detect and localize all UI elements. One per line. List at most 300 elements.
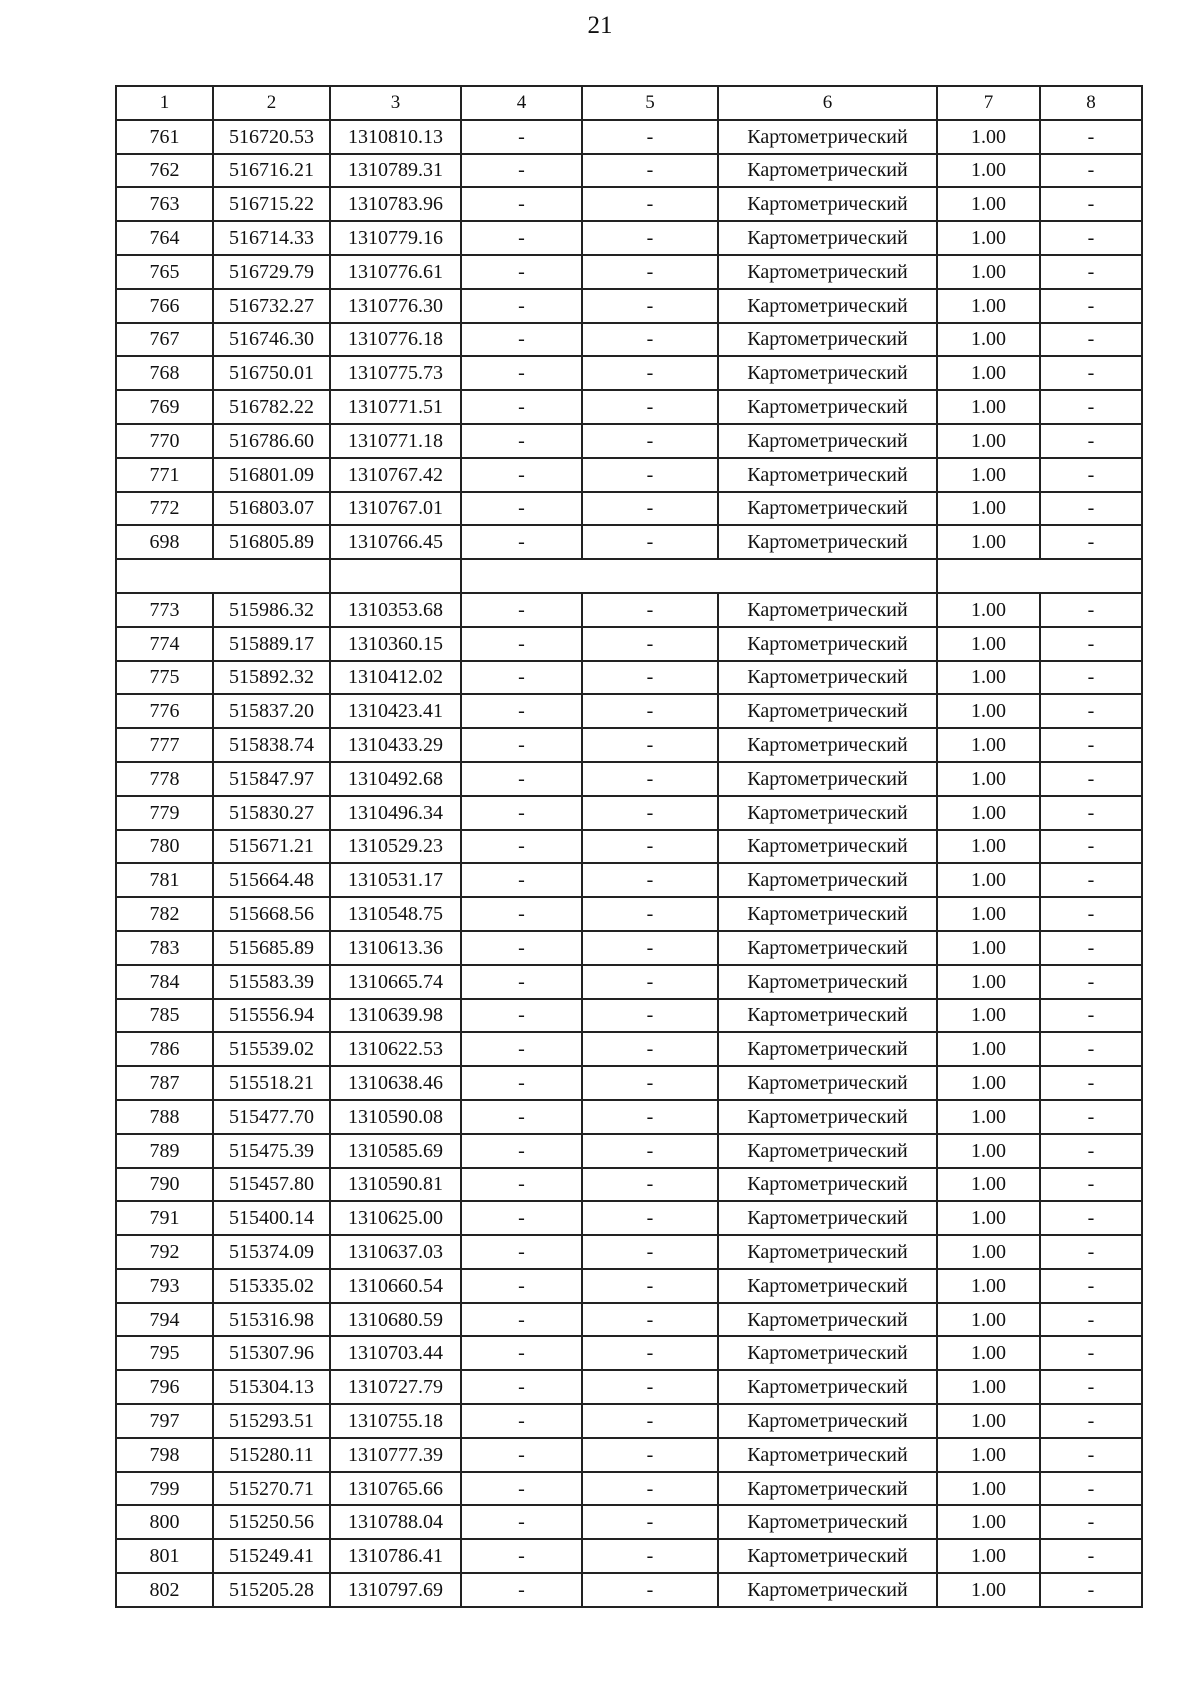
table-cell: - — [582, 1505, 718, 1539]
table-cell: Картометрический — [718, 1168, 937, 1202]
table-cell: 515685.89 — [213, 931, 330, 965]
table-cell: - — [461, 1505, 582, 1539]
table-cell: Картометрический — [718, 1303, 937, 1337]
table-cell: - — [461, 1539, 582, 1573]
table-cell: - — [461, 1032, 582, 1066]
table-cell: - — [1040, 931, 1142, 965]
table-cell: - — [461, 1370, 582, 1404]
table-cell: 763 — [116, 187, 213, 221]
table-cell: - — [461, 593, 582, 627]
table-cell: 1310590.81 — [330, 1168, 461, 1202]
table-cell: 1.00 — [937, 897, 1040, 931]
table-cell: - — [1040, 1336, 1142, 1370]
table-cell: - — [1040, 1201, 1142, 1235]
table-cell: 771 — [116, 458, 213, 492]
table-cell: 1310529.23 — [330, 830, 461, 864]
table-row — [116, 1269, 1142, 1303]
table-cell: - — [582, 1370, 718, 1404]
table-row — [116, 965, 1142, 999]
table-cell: 761 — [116, 120, 213, 154]
table-cell: - — [582, 390, 718, 424]
table-cell: 516732.27 — [213, 289, 330, 323]
table-row — [116, 1168, 1142, 1202]
column-header: 5 — [582, 86, 718, 120]
table-cell: - — [1040, 1370, 1142, 1404]
table-cell: - — [582, 965, 718, 999]
table-cell: Картометрический — [718, 154, 937, 188]
table-cell: - — [582, 255, 718, 289]
table-row — [116, 897, 1142, 931]
table-cell: - — [582, 356, 718, 390]
table-cell: 784 — [116, 965, 213, 999]
table-cell: 515539.02 — [213, 1032, 330, 1066]
table-cell: 1.00 — [937, 863, 1040, 897]
blank-cell — [116, 559, 330, 593]
table-cell: Картометрический — [718, 1370, 937, 1404]
table-cell: - — [1040, 390, 1142, 424]
table-cell: 1.00 — [937, 1539, 1040, 1573]
table-cell: 774 — [116, 627, 213, 661]
table-cell: 516729.79 — [213, 255, 330, 289]
table-cell: 515280.11 — [213, 1438, 330, 1472]
table-cell: 1310766.45 — [330, 525, 461, 559]
table-cell: Картометрический — [718, 863, 937, 897]
table-cell: 764 — [116, 221, 213, 255]
table-cell: - — [582, 863, 718, 897]
table-row — [116, 1066, 1142, 1100]
table-row — [116, 1573, 1142, 1607]
table-cell: 1.00 — [937, 458, 1040, 492]
table-row — [116, 390, 1142, 424]
table-header-row — [116, 86, 1142, 120]
table-cell: 515304.13 — [213, 1370, 330, 1404]
table-cell: - — [461, 796, 582, 830]
table-row — [116, 1370, 1142, 1404]
blank-cell — [461, 559, 937, 593]
table-cell: 792 — [116, 1235, 213, 1269]
table-cell: 788 — [116, 1100, 213, 1134]
table-row — [116, 796, 1142, 830]
table-cell: - — [1040, 965, 1142, 999]
table-cell: 1310776.61 — [330, 255, 461, 289]
table-cell: Картометрический — [718, 830, 937, 864]
table-cell: - — [461, 492, 582, 526]
table-cell: - — [1040, 1303, 1142, 1337]
table-cell: 516746.30 — [213, 323, 330, 357]
table-cell: - — [461, 356, 582, 390]
table-cell: - — [1040, 1438, 1142, 1472]
table-cell: - — [1040, 1505, 1142, 1539]
table-cell: Картометрический — [718, 458, 937, 492]
table-cell: 1.00 — [937, 762, 1040, 796]
table-cell: 1.00 — [937, 255, 1040, 289]
table-cell: - — [1040, 120, 1142, 154]
table-cell: - — [582, 120, 718, 154]
table-cell: - — [582, 323, 718, 357]
table-cell: 1.00 — [937, 627, 1040, 661]
table-cell: - — [582, 1032, 718, 1066]
table-cell: - — [1040, 424, 1142, 458]
table-cell: - — [1040, 897, 1142, 931]
table-row — [116, 221, 1142, 255]
table-row — [116, 154, 1142, 188]
table-cell: 772 — [116, 492, 213, 526]
table-cell: 797 — [116, 1404, 213, 1438]
table-row — [116, 356, 1142, 390]
table-row — [116, 187, 1142, 221]
table-cell: 1310680.59 — [330, 1303, 461, 1337]
table-cell: - — [461, 323, 582, 357]
table-cell: 1.00 — [937, 390, 1040, 424]
table-cell: - — [582, 187, 718, 221]
table-cell: Картометрический — [718, 1573, 937, 1607]
table-cell: 515335.02 — [213, 1269, 330, 1303]
table-cell: - — [461, 1438, 582, 1472]
table-cell: 1.00 — [937, 1269, 1040, 1303]
table-cell: 1310639.98 — [330, 999, 461, 1033]
table-cell: 800 — [116, 1505, 213, 1539]
table-cell: - — [1040, 1539, 1142, 1573]
table-cell: - — [582, 627, 718, 661]
table-cell: 515250.56 — [213, 1505, 330, 1539]
table-cell: 1.00 — [937, 120, 1040, 154]
table-cell: Картометрический — [718, 1201, 937, 1235]
table-cell: 1310433.29 — [330, 728, 461, 762]
table-cell: - — [461, 1472, 582, 1506]
table-cell: 762 — [116, 154, 213, 188]
table-cell: 1.00 — [937, 1066, 1040, 1100]
table-cell: 515316.98 — [213, 1303, 330, 1337]
table-cell: 1.00 — [937, 830, 1040, 864]
table-cell: 1310767.01 — [330, 492, 461, 526]
table-cell: 1310755.18 — [330, 1404, 461, 1438]
table-cell: 1.00 — [937, 728, 1040, 762]
table-cell: 1310412.02 — [330, 661, 461, 695]
table-cell: 1.00 — [937, 1573, 1040, 1607]
table-cell: Картометрический — [718, 289, 937, 323]
table-cell: - — [582, 1404, 718, 1438]
table-cell: 1.00 — [937, 1201, 1040, 1235]
table-cell: Картометрический — [718, 1269, 937, 1303]
table-cell: 1.00 — [937, 1303, 1040, 1337]
table-cell: - — [582, 1303, 718, 1337]
table-cell: 798 — [116, 1438, 213, 1472]
column-header: 7 — [937, 86, 1040, 120]
table-cell: - — [461, 1100, 582, 1134]
table-cell: 1310423.41 — [330, 694, 461, 728]
table-cell: Картометрический — [718, 1404, 937, 1438]
table-cell: - — [1040, 1134, 1142, 1168]
table-cell: - — [461, 897, 582, 931]
table-cell: - — [461, 525, 582, 559]
table-row — [116, 931, 1142, 965]
table-cell: 1310665.74 — [330, 965, 461, 999]
table-cell: 791 — [116, 1201, 213, 1235]
table-cell: - — [461, 1134, 582, 1168]
table-cell: 796 — [116, 1370, 213, 1404]
table-cell: - — [461, 694, 582, 728]
table-cell: 515838.74 — [213, 728, 330, 762]
table-cell: 515671.21 — [213, 830, 330, 864]
table-row — [116, 1032, 1142, 1066]
table-cell: 515892.32 — [213, 661, 330, 695]
table-cell: 776 — [116, 694, 213, 728]
table-cell: 516801.09 — [213, 458, 330, 492]
table-cell: - — [582, 661, 718, 695]
table-cell: 1.00 — [937, 965, 1040, 999]
table-cell: - — [582, 458, 718, 492]
table-cell: 515400.14 — [213, 1201, 330, 1235]
table-cell: - — [461, 458, 582, 492]
table-row — [116, 492, 1142, 526]
table-cell: - — [1040, 728, 1142, 762]
table-cell: Картометрический — [718, 1134, 937, 1168]
table-cell: Картометрический — [718, 1505, 937, 1539]
table-cell: - — [461, 187, 582, 221]
table-row — [116, 458, 1142, 492]
table-cell: - — [1040, 593, 1142, 627]
table-cell: 787 — [116, 1066, 213, 1100]
table-cell: 1.00 — [937, 593, 1040, 627]
table-cell: 516803.07 — [213, 492, 330, 526]
table-cell: - — [1040, 863, 1142, 897]
table-cell: - — [1040, 458, 1142, 492]
table-cell: - — [582, 221, 718, 255]
table-cell: Картометрический — [718, 390, 937, 424]
table-cell: - — [1040, 1235, 1142, 1269]
table-cell: Картометрический — [718, 661, 937, 695]
table-row — [116, 999, 1142, 1033]
table-cell: 775 — [116, 661, 213, 695]
column-header: 4 — [461, 86, 582, 120]
table-cell: 1310797.69 — [330, 1573, 461, 1607]
table-cell: 1310783.96 — [330, 187, 461, 221]
table-cell: - — [1040, 289, 1142, 323]
table-cell: 516716.21 — [213, 154, 330, 188]
table-cell: 1310775.73 — [330, 356, 461, 390]
column-header: 6 — [718, 86, 937, 120]
table-cell: 801 — [116, 1539, 213, 1573]
table-cell: - — [461, 1269, 582, 1303]
table-cell: - — [582, 931, 718, 965]
table-cell: Картометрический — [718, 965, 937, 999]
column-header: 1 — [116, 86, 213, 120]
table-cell: 1.00 — [937, 356, 1040, 390]
table-cell: 516786.60 — [213, 424, 330, 458]
table-cell: Картометрический — [718, 1539, 937, 1573]
table-cell: Картометрический — [718, 694, 937, 728]
table-cell: 1.00 — [937, 323, 1040, 357]
table-cell: 789 — [116, 1134, 213, 1168]
table-row — [116, 830, 1142, 864]
table-row — [116, 593, 1142, 627]
table-cell: - — [1040, 1472, 1142, 1506]
table-cell: 1.00 — [937, 661, 1040, 695]
table-cell: - — [1040, 796, 1142, 830]
table-cell: - — [582, 1100, 718, 1134]
table-row — [116, 289, 1142, 323]
table-row — [116, 863, 1142, 897]
table-cell: 515518.21 — [213, 1066, 330, 1100]
table-cell: 515293.51 — [213, 1404, 330, 1438]
table-cell: 516805.89 — [213, 525, 330, 559]
table-row — [116, 120, 1142, 154]
table-cell: Картометрический — [718, 1336, 937, 1370]
table-cell: 515249.41 — [213, 1539, 330, 1573]
table-cell: 778 — [116, 762, 213, 796]
table-cell: 515583.39 — [213, 965, 330, 999]
blank-row — [116, 559, 1142, 593]
table-cell: 516720.53 — [213, 120, 330, 154]
table-cell: 515668.56 — [213, 897, 330, 931]
table-cell: 780 — [116, 830, 213, 864]
table-cell: 1.00 — [937, 1505, 1040, 1539]
table-cell: 1.00 — [937, 1404, 1040, 1438]
table-cell: - — [461, 661, 582, 695]
table-separator — [116, 559, 1142, 593]
table-cell: - — [582, 1201, 718, 1235]
table-cell: 1.00 — [937, 1032, 1040, 1066]
table-cell: 1310492.68 — [330, 762, 461, 796]
table-cell: - — [461, 627, 582, 661]
table-cell: 1310548.75 — [330, 897, 461, 931]
table-cell: - — [582, 424, 718, 458]
table-cell: 1310613.36 — [330, 931, 461, 965]
table-row — [116, 1336, 1142, 1370]
table-cell: - — [461, 965, 582, 999]
table-row — [116, 424, 1142, 458]
table-cell: Картометрический — [718, 796, 937, 830]
table-cell: - — [582, 1269, 718, 1303]
table-cell: 1.00 — [937, 492, 1040, 526]
table-cell: - — [582, 1168, 718, 1202]
table-cell: - — [1040, 1269, 1142, 1303]
table-row — [116, 1201, 1142, 1235]
table-cell: - — [582, 1134, 718, 1168]
table-cell: 515986.32 — [213, 593, 330, 627]
table-cell: - — [582, 762, 718, 796]
table-cell: 1310622.53 — [330, 1032, 461, 1066]
table-cell: 1310360.15 — [330, 627, 461, 661]
table-cell: 799 — [116, 1472, 213, 1506]
table-cell: 790 — [116, 1168, 213, 1202]
table-cell: - — [582, 694, 718, 728]
table-cell: - — [582, 1539, 718, 1573]
table-body-second-contour — [116, 593, 1142, 1607]
table-cell: 1310765.66 — [330, 1472, 461, 1506]
table-cell: - — [461, 1573, 582, 1607]
table-cell: 515477.70 — [213, 1100, 330, 1134]
table-cell: Картометрический — [718, 492, 937, 526]
table-cell: Картометрический — [718, 762, 937, 796]
table-cell: - — [461, 1168, 582, 1202]
table-cell: 766 — [116, 289, 213, 323]
table-cell: 1310625.00 — [330, 1201, 461, 1235]
table-row — [116, 728, 1142, 762]
table-cell: 795 — [116, 1336, 213, 1370]
table-cell: - — [582, 289, 718, 323]
table-cell: 515205.28 — [213, 1573, 330, 1607]
table-row — [116, 627, 1142, 661]
table-cell: - — [1040, 1404, 1142, 1438]
table-cell: 1310779.16 — [330, 221, 461, 255]
table-cell: - — [582, 525, 718, 559]
table-cell: - — [461, 424, 582, 458]
table-cell: Картометрический — [718, 255, 937, 289]
column-header: 3 — [330, 86, 461, 120]
table-cell: - — [582, 1573, 718, 1607]
table-cell: 1310810.13 — [330, 120, 461, 154]
table-row — [116, 1404, 1142, 1438]
table-cell: Картометрический — [718, 1438, 937, 1472]
coordinates-table — [115, 85, 1143, 1608]
table-cell: 515556.94 — [213, 999, 330, 1033]
table-cell: - — [582, 999, 718, 1033]
table-cell: Картометрический — [718, 931, 937, 965]
table-cell: 1310777.39 — [330, 1438, 461, 1472]
table-row — [116, 255, 1142, 289]
table-cell: Картометрический — [718, 120, 937, 154]
table-cell: 1310727.79 — [330, 1370, 461, 1404]
table-cell: Картометрический — [718, 1032, 937, 1066]
table-cell: - — [1040, 356, 1142, 390]
table-cell: - — [582, 897, 718, 931]
table-cell: 698 — [116, 525, 213, 559]
table-cell: - — [461, 1066, 582, 1100]
table-cell: 1.00 — [937, 525, 1040, 559]
table-cell: Картометрический — [718, 323, 937, 357]
table-cell: 1.00 — [937, 1438, 1040, 1472]
table-cell: 1.00 — [937, 1336, 1040, 1370]
table-cell: 767 — [116, 323, 213, 357]
table-cell: 1.00 — [937, 289, 1040, 323]
table-cell: 1.00 — [937, 154, 1040, 188]
table-cell: - — [1040, 1168, 1142, 1202]
table-cell: 793 — [116, 1269, 213, 1303]
table-cell: 783 — [116, 931, 213, 965]
table-cell: Картометрический — [718, 728, 937, 762]
table-row — [116, 1134, 1142, 1168]
table-cell: - — [1040, 154, 1142, 188]
table-cell: Картометрический — [718, 897, 937, 931]
table-row — [116, 323, 1142, 357]
table-cell: 515270.71 — [213, 1472, 330, 1506]
table-cell: 515889.17 — [213, 627, 330, 661]
table-cell: 516750.01 — [213, 356, 330, 390]
column-header: 8 — [1040, 86, 1142, 120]
table-cell: 515457.80 — [213, 1168, 330, 1202]
table-row — [116, 694, 1142, 728]
table-cell: 1310531.17 — [330, 863, 461, 897]
table-cell: - — [582, 1066, 718, 1100]
table-cell: 1310789.31 — [330, 154, 461, 188]
table-cell: Картометрический — [718, 1472, 937, 1506]
table-cell: 1310590.08 — [330, 1100, 461, 1134]
table-cell: 765 — [116, 255, 213, 289]
table-cell: - — [461, 390, 582, 424]
table-row — [116, 1472, 1142, 1506]
table-cell: 1.00 — [937, 424, 1040, 458]
table-cell: 516715.22 — [213, 187, 330, 221]
table-cell: Картометрический — [718, 1235, 937, 1269]
table-cell: 515374.09 — [213, 1235, 330, 1269]
table-cell: - — [461, 830, 582, 864]
table-cell: 1310496.34 — [330, 796, 461, 830]
table-cell: Картометрический — [718, 356, 937, 390]
table-cell: - — [582, 796, 718, 830]
blank-cell — [330, 559, 461, 593]
table-row — [116, 525, 1142, 559]
